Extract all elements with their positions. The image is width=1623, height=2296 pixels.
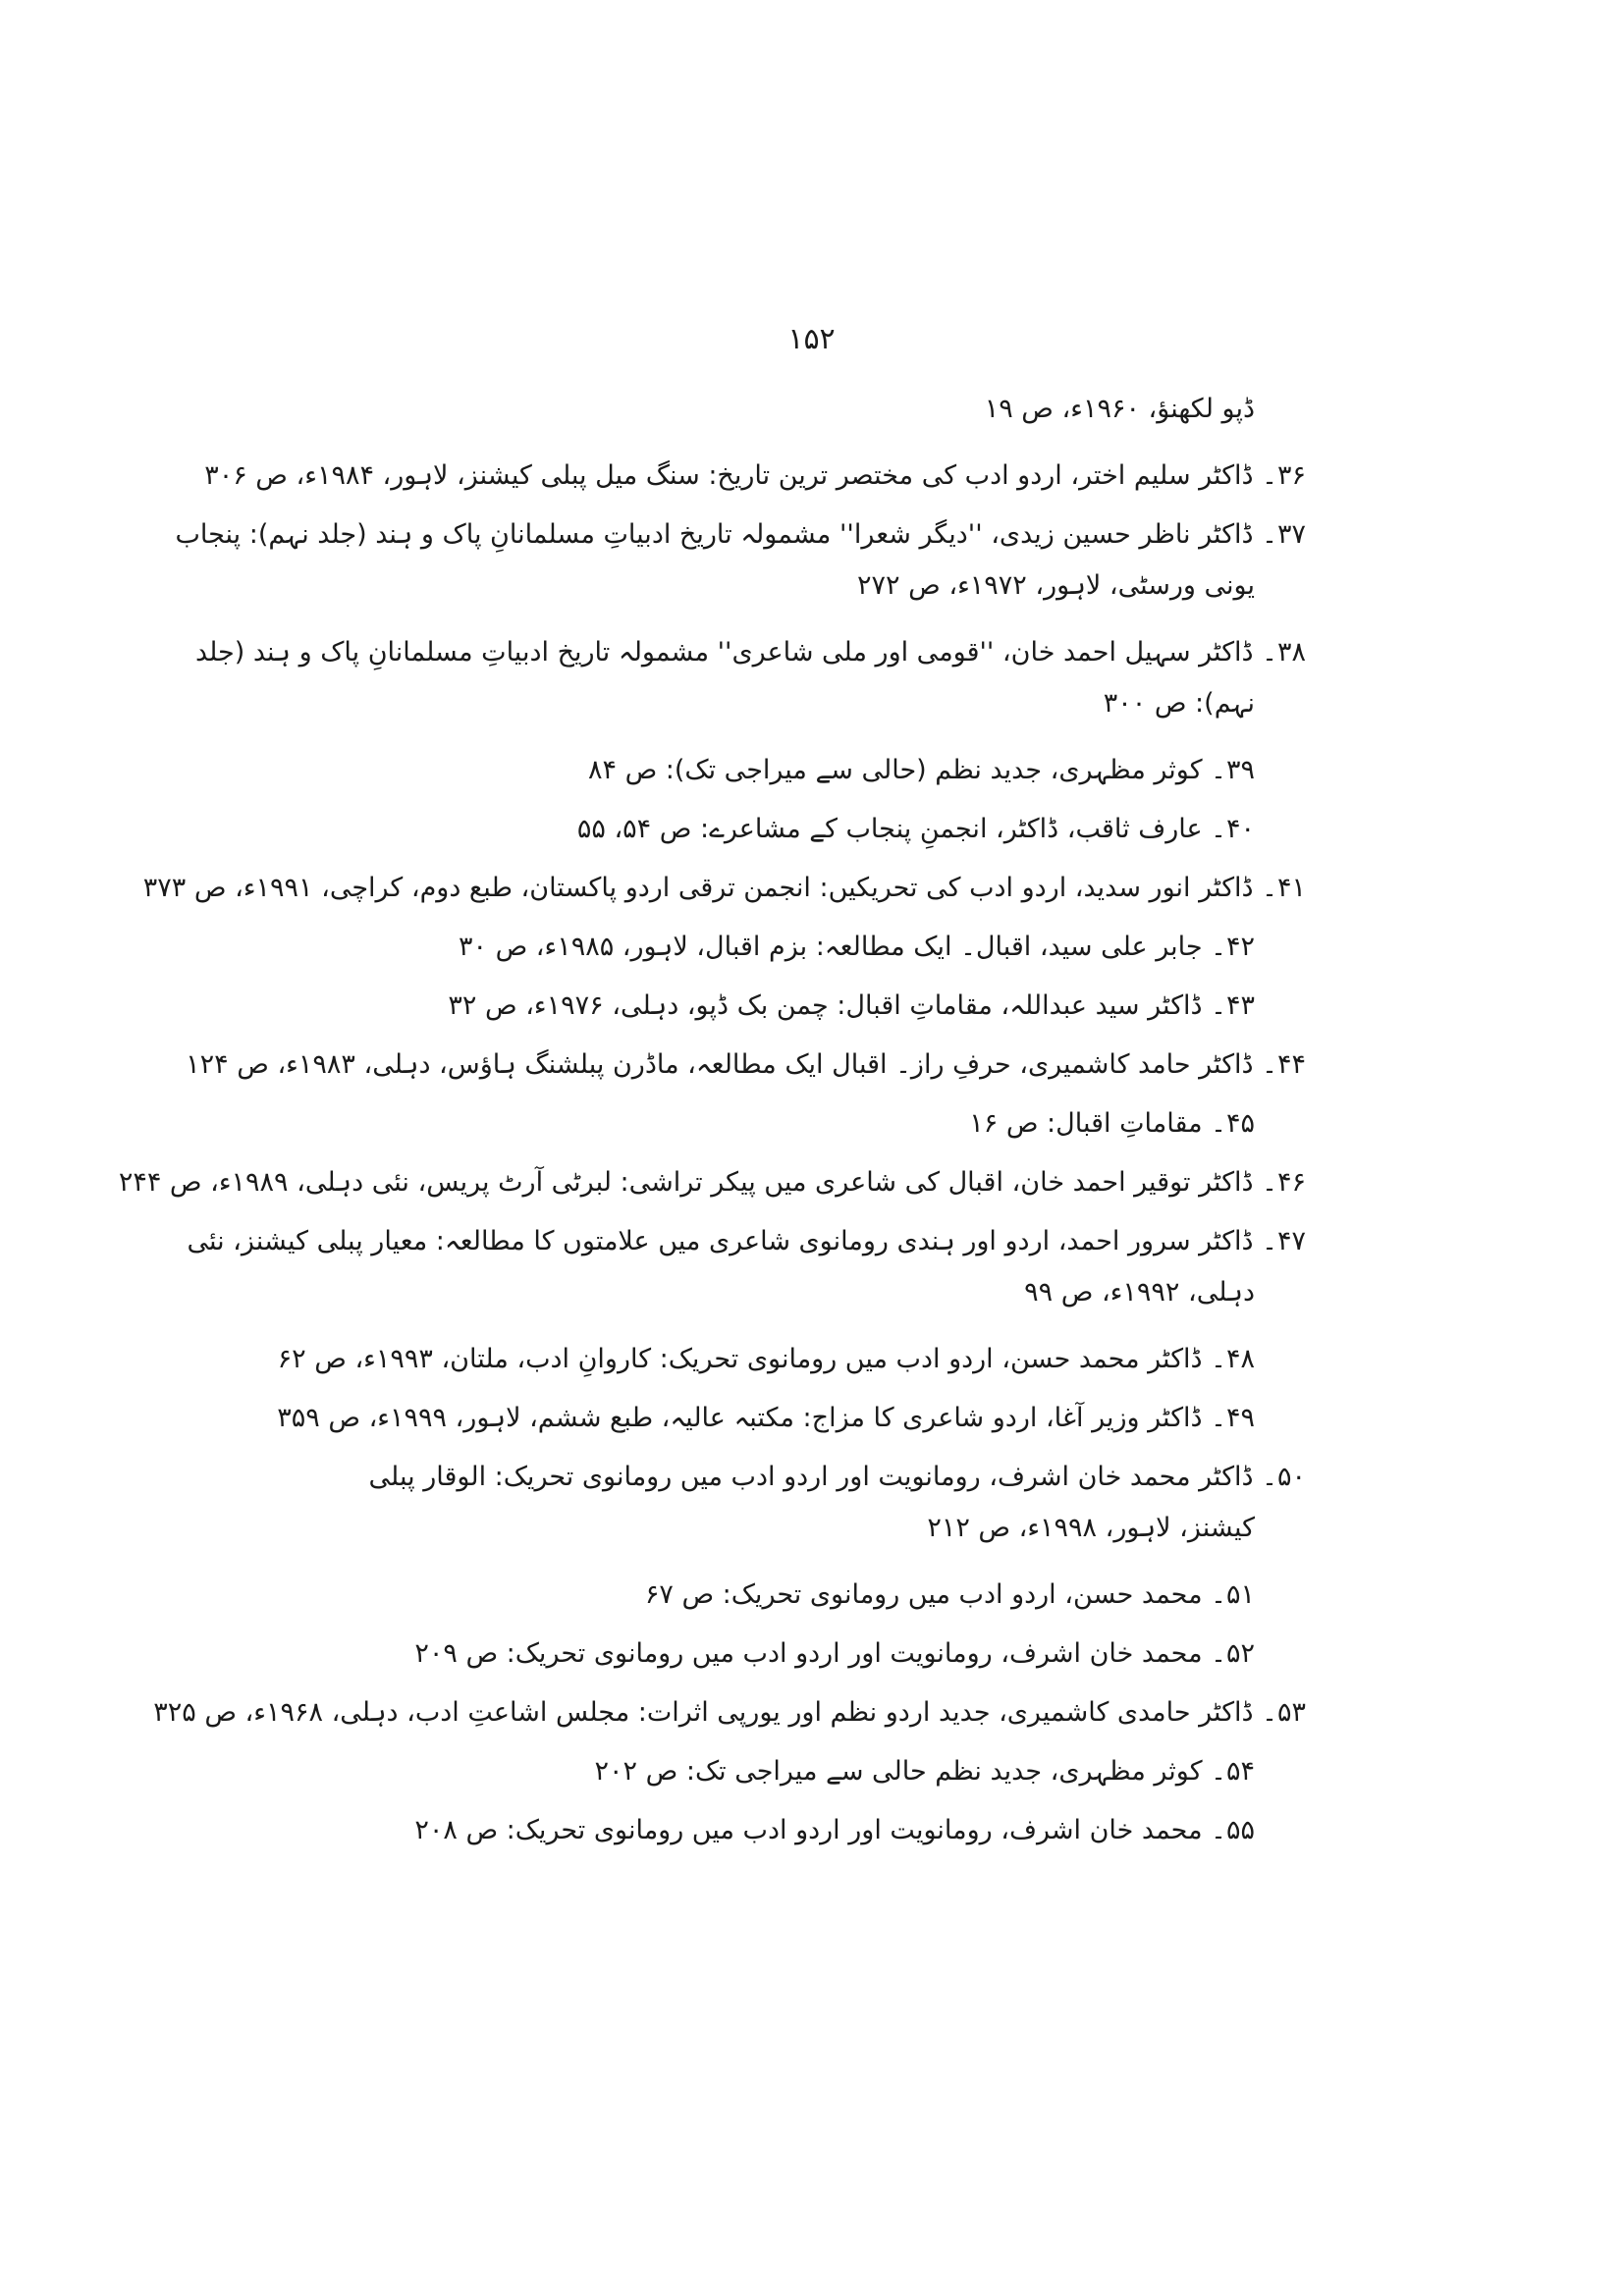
reference-item-40: ۴۰۔ عارف ثاقب، ڈاکٹر، انجمنِ پنجاب کے مشاعرے: ص ۵۴، ۵۵ <box>576 814 1255 844</box>
reference-item-49: ۴۹۔ ڈاکٹر وزیر آغا، اردو شاعری کا مزاج: مکتبہ عالیہ، طبع ششم، لاہور، ۱۹۹۹ء، ص ۳۵۹ <box>277 1403 1255 1433</box>
references-list <box>118 385 1306 1865</box>
reference-item-39: ۳۹۔ کوثر مظہری، جدید نظم (حالی سے میراجی تک): ص ۸۴ <box>587 755 1255 785</box>
reference-item-43: ۴۳۔ ڈاکٹر سید عبداللہ، مقاماتِ اقبال: چمن بک ڈپو، دہلی، ۱۹۷۶ء، ص ۳۲ <box>448 990 1255 1021</box>
reference-continuation: ڈپو لکھنؤ، ۱۹۶۰ء، ص ۱۹ <box>984 394 1255 424</box>
reference-item-36: ۳۶۔ ڈاکٹر سلیم اختر، اردو ادب کی مختصر ترین تاریخ: سنگ میل پبلی کیشنز، لاہور، ۱۹۸۴ء، ص ۳۰۶ <box>204 460 1306 491</box>
reference-item-44: ۴۴۔ ڈاکٹر حامد کاشمیری، حرفِ راز۔ اقبال ایک مطالعہ، ماڈرن پبلشنگ ہاؤس، دہلی، ۱۹۸۳ء، ص ۱۲۴ <box>186 1049 1306 1080</box>
reference-item-37-continuation: یونی ورسٹی، لاہور، ۱۹۷۲ء، ص ۲۷۲ <box>857 570 1255 601</box>
reference-item-38: ۳۸۔ ڈاکٹر سہیل احمد خان، ''قومی اور ملی شاعری'' مشمولہ تاریخ ادبیاتِ مسلمانانِ پاک و ہند (جلد <box>194 637 1306 667</box>
reference-item-53: ۵۳۔ ڈاکٹر حامدی کاشمیری، جدید اردو نظم اور یورپی اثرات: مجلس اشاعتِ ادب، دہلی، ۱۹۶۸ء، ص ۳۲۵ <box>153 1697 1306 1728</box>
reference-item-55: ۵۵۔ محمد خان اشرف، رومانویت اور اردو ادب میں رومانوی تحریک: ص ۲۰۸ <box>414 1815 1255 1845</box>
reference-item-50-continuation: کیشنز، لاہور، ۱۹۹۸ء، ص ۲۱۲ <box>927 1513 1255 1543</box>
reference-item-46: ۴۶۔ ڈاکٹر توقیر احمد خان، اقبال کی شاعری میں پیکر تراشی: لبرٹی آرٹ پریس، نئی دہلی، ۱۹۸۹ء، ص ۲۴۴ <box>118 1167 1306 1198</box>
reference-item-51: ۵۱۔ محمد حسن، اردو ادب میں رومانوی تحریک: ص ۶۷ <box>644 1579 1255 1610</box>
page-number: ۱۵۲ <box>787 322 836 356</box>
reference-item-48: ۴۸۔ ڈاکٹر محمد حسن، اردو ادب میں رومانوی تحریک: کاروانِ ادب، ملتان، ۱۹۹۳ء، ص ۶۲ <box>277 1344 1255 1374</box>
reference-item-47-continuation: دہلی، ۱۹۹۲ء، ص ۹۹ <box>1024 1277 1255 1308</box>
reference-item-38-continuation: نہم): ص ۳۰۰ <box>1103 688 1255 719</box>
reference-item-52: ۵۲۔ محمد خان اشرف، رومانویت اور اردو ادب میں رومانوی تحریک: ص ۲۰۹ <box>414 1638 1255 1669</box>
reference-item-47: ۴۷۔ ڈاکٹر سرور احمد، اردو اور ہندی رومانوی شاعری میں علامتوں کا مطالعہ: معیار پبلی کیشنز، نئی <box>187 1226 1306 1256</box>
reference-item-42: ۴۲۔ جابر علی سید، اقبال۔ ایک مطالعہ: بزم اقبال، لاہور، ۱۹۸۵ء، ص ۳۰ <box>458 932 1255 962</box>
reference-item-37: ۳۷۔ ڈاکٹر ناظر حسین زیدی، ''دیگر شعرا'' مشمولہ تاریخ ادبیاتِ مسلمانانِ پاک و ہند (جلد نہم): پنجاب <box>175 519 1306 550</box>
reference-item-41: ۴۱۔ ڈاکٹر انور سدید، اردو ادب کی تحریکیں: انجمن ترقی اردو پاکستان، طبع دوم، کراچی، ۱۹۹۱ء، ص ۳۷۳ <box>142 873 1306 903</box>
reference-item-45: ۴۵۔ مقاماتِ اقبال: ص ۱۶ <box>969 1108 1255 1139</box>
reference-item-54: ۵۴۔ کوثر مظہری، جدید نظم حالی سے میراجی تک: ص ۲۰۲ <box>594 1756 1255 1787</box>
reference-item-50: ۵۰۔ ڈاکٹر محمد خان اشرف، رومانویت اور اردو ادب میں رومانوی تحریک: الوقار پبلی <box>368 1462 1306 1492</box>
